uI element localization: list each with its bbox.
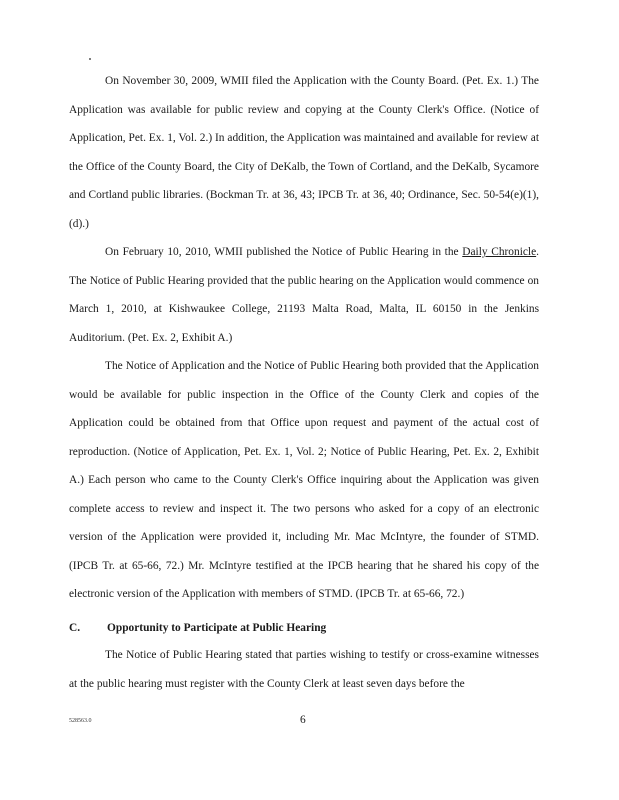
paragraph-application-filed: On November 30, 2009, WMII filed the Application with the County Board. (Pet. Ex. 1.) The Application was available for public review and copying at the County Clerk's Office. (Notice of Application, Pet. Ex. 1, Vol. 2.) In addition, the Application was maintained and available for review at the Office of the County Board, the City of DeKalb, the Town of Cortland, and the DeKalb, Sycamore and Cortland public libraries. (Bockman Tr. at 36, 43; IPCB Tr. at 36, 40; Ordinance, Sec. 50-54(e)(1), (d).) (69, 75, 539, 230)
stray-mark (89, 58, 91, 60)
paragraph-notice-text-end: . The Notice of Public Hearing provided that the public hearing on the Application would commence on March 1, 2010, at Kishwaukee College, 21193 Malta Road, Malta, IL 60150 in the Jenkins Auditorium. (Pet. Ex. 2, Exhibit A.) (69, 246, 539, 344)
paragraph-participation: The Notice of Public Hearing stated that parties wishing to testify or cross-examine witnesses at the public hearing must register with the County Clerk at least seven days before the (69, 649, 539, 690)
document-id-footer: 528563.0 (69, 718, 92, 724)
section-heading-letter: C. (69, 622, 81, 634)
paragraph-public-inspection: The Notice of Application and the Notice of Public Hearing both provided that the Application would be available for public inspection in the Office of the County Clerk and copies of the Application could be obtained from that Office upon request and payment of the actual cost of reproduction. (Notice of Application, Pet. Ex. 1, Vol. 2; Notice of Public Hearing, Pet. Ex. 2, Exhibit A.) Each person who came to the County Clerk's Office inquiring about the Application was given complete access to review and inspect it. The two persons who asked for a copy of an electronic version of the Application were provided it, including Mr. Mac McIntyre, the founder of STMD. (IPCB Tr. at 65-66, 72.) Mr. McIntyre testified at the IPCB hearing that he shared his copy of the electronic version of the Application with members of STMD. (IPCB Tr. at 65-66, 72.) (69, 360, 539, 600)
paragraph-notice-text-start: On February 10, 2010, WMII published the Notice of Public Hearing in the (105, 246, 463, 258)
page-number: 6 (300, 714, 306, 726)
newspaper-name: Daily Chronicle (462, 246, 537, 258)
section-heading (69, 614, 539, 643)
section-heading-title: Opportunity to Participate at Public Hearing (107, 622, 327, 634)
paragraph-notice-published (69, 238, 539, 352)
